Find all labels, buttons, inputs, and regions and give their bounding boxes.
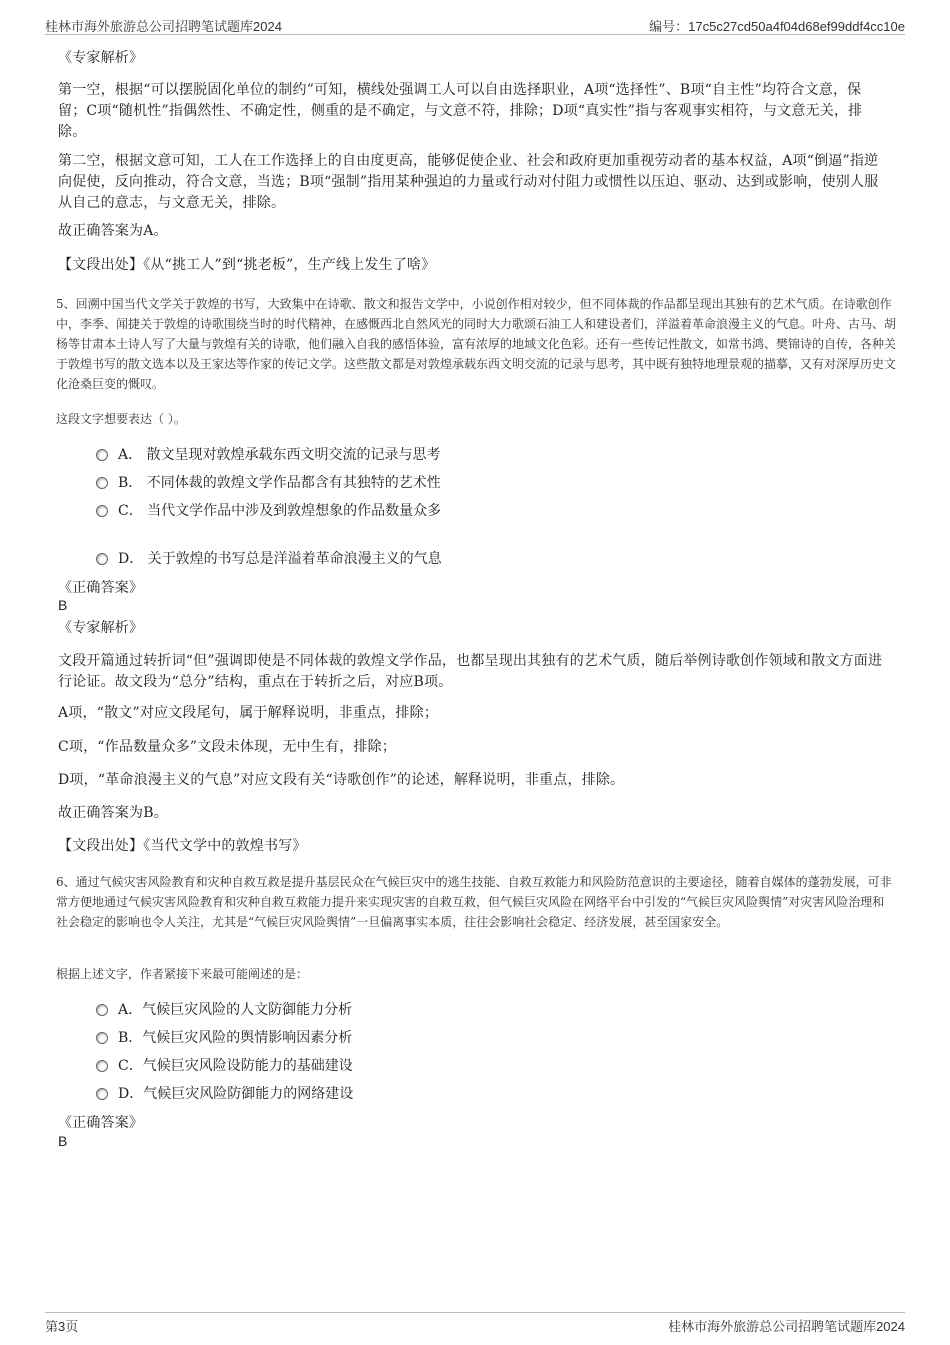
q6-option-a[interactable]: [96, 1000, 352, 1020]
radio-icon[interactable]: [96, 449, 108, 461]
q5-option-a-label: A． 散文呈现对敦煌承载东西文明交流的记录与思考: [118, 447, 441, 463]
radio-icon[interactable]: [96, 1032, 108, 1044]
page-header: [45, 14, 905, 35]
radio-icon[interactable]: [96, 1060, 108, 1072]
q6-option-a-label: A．气候巨灾风险的人文防御能力分析: [118, 1002, 353, 1018]
q5-option-d[interactable]: [96, 549, 442, 569]
radio-icon[interactable]: [96, 553, 108, 565]
q5-option-c[interactable]: [96, 501, 441, 521]
q5-option-a[interactable]: [96, 445, 441, 465]
q5-analysis-d: D项，“革命浪漫主义的气息”对应文段有关“诗歌创作”的论述，解释说明，非重点，排除。: [58, 772, 625, 788]
radio-icon[interactable]: [96, 505, 108, 517]
q5-analysis-a: A项，“散文”对应文段尾句，属于解释说明，非重点，排除；: [58, 705, 439, 721]
footer-title: 桂林市海外旅游总公司招聘笔试题库2024: [668, 1319, 905, 1334]
header-code: 编号：17c5c27cd50a4f04d68ef99ddf4cc10e: [649, 19, 905, 34]
q6-answer-label: 《正确答案》: [58, 1115, 144, 1131]
q5-source: 【文段出处】《当代文学中的敦煌书写》: [58, 838, 307, 854]
q5-analysis: 文段开篇通过转折词“但”强调即使是不同体裁的敦煌文学作品，也都呈现出其独有的艺术气质，随后举例诗歌创作领域和散文方面进行论证。故文段为“总分”结构，重点在于转折之后，对应B项。: [58, 653, 883, 690]
q6-option-b-label: B．气候巨灾风险的舆情影响因素分析: [118, 1030, 353, 1046]
prev-analysis-para2: 第二空，根据文意可知，工人在工作选择上的自由度更高，能够促使企业、社会和政府更加重视劳动者的基本权益，A项“倒逼”指逆向促使，反向推动，符合文意，当选；B项“强制”指用某种强迫的力量或行动对付阻力或惯性以压迫、驱动、达到或影响，使别人服从自己的意志，与文意无关，排除。: [58, 153, 879, 211]
q5-option-d-label: D． 关于敦煌的书写总是洋溢着革命浪漫主义的气息: [118, 551, 442, 567]
prev-analysis-para1: 第一空，根据“可以摆脱固化单位的制约”可知，横线处强调工人可以自由选择职业，A项“选择性”、B项“自主性”均符合文意，保留；C项“随机性”指偶然性、不确定性，侧重的是不确定，与文意不符，排除；D项“真实性”指与客观事实相符，与文意无关，排除。: [58, 82, 863, 140]
q5-answer-label: 《正确答案》: [58, 580, 144, 596]
q5-question: 这段文字想要表达（ ）。: [56, 412, 186, 426]
q5-option-c-label: C． 当代文学作品中涉及到敦煌想象的作品数量众多: [118, 503, 442, 519]
radio-icon[interactable]: [96, 477, 108, 489]
q5-analysis-c: C项，“作品数量众多”文段未体现，无中生有，排除；: [58, 739, 397, 755]
page-footer: [45, 1312, 905, 1333]
prev-conclusion: 故正确答案为A。: [58, 223, 168, 239]
q5-conclusion: 故正确答案为B。: [58, 805, 168, 821]
radio-icon[interactable]: [96, 1088, 108, 1100]
q6-option-c[interactable]: [96, 1056, 353, 1076]
q5-option-b-label: B． 不同体裁的敦煌文学作品都含有其独特的艺术性: [118, 475, 441, 491]
q5-analysis-label: 《专家解析》: [58, 620, 144, 636]
q6-option-d-label: D．气候巨灾风险防御能力的网络建设: [118, 1086, 354, 1102]
prev-source: 【文段出处】《从“挑工人”到“挑老板”，生产线上发生了啥》: [58, 257, 436, 273]
q5-option-b[interactable]: [96, 473, 441, 493]
footer-page: 第3页: [45, 1319, 79, 1334]
q5-stem: 5、回溯中国当代文学关于敦煌的书写，大致集中在诗歌、散文和报告文学中，小说创作相对较少，但不同体裁的作品都呈现出其独有的艺术气质。在诗歌创作中，李季、闻捷关于敦煌的诗歌围绕当时的时代精神，在感慨西北自然风光的同时大力歌颂石油工人和建设者们，洋溢着革命浪漫主义的气息。叶舟、古马、胡杨等甘肃本土诗人写了大量与敦煌有关的诗歌，他们融入自我的感悟体验，富有浓厚的地域文化色彩。还有一些传记性散文，如常书鸿、樊锦诗的自传，各种关于敦煌书写的散文选本以及王家达等作家的传记文学。这些散文都是对敦煌承载东西文明交流的记录与思考，其中既有独特地理景观的描摹，又有对深厚历史文化沧桑巨变的慨叹。: [56, 297, 897, 391]
q6-stem: 6、通过气候灾害风险教育和灾种自救互救是提升基层民众在气候巨灾中的逃生技能、自救互救能力和风险防范意识的主要途径，随着自媒体的蓬勃发展，可非常方便地通过气候灾害风险教育和灾种自救互救能力提升来实现灾害的自救互救，但气候巨灾风险在网络平台中引发的“气候巨灾风险舆情”对灾害风险治理和社会稳定的影响也令人关注，尤其是“气候巨灾风险舆情”一旦偏离事实本质，往往会影响社会稳定、经济发展，甚至国家安全。: [56, 875, 892, 929]
q6-answer: B: [58, 1133, 68, 1149]
q5-answer: B: [58, 597, 68, 613]
q6-option-b[interactable]: [96, 1028, 352, 1048]
prev-analysis-label: 《专家解析》: [58, 50, 144, 66]
q6-option-c-label: C．气候巨灾风险设防能力的基础建设: [118, 1058, 353, 1074]
header-title: 桂林市海外旅游总公司招聘笔试题库2024: [45, 19, 282, 34]
q6-option-d[interactable]: [96, 1084, 353, 1104]
radio-icon[interactable]: [96, 1004, 108, 1016]
q6-question: 根据上述文字，作者紧接下来最可能阐述的是：: [56, 967, 309, 981]
